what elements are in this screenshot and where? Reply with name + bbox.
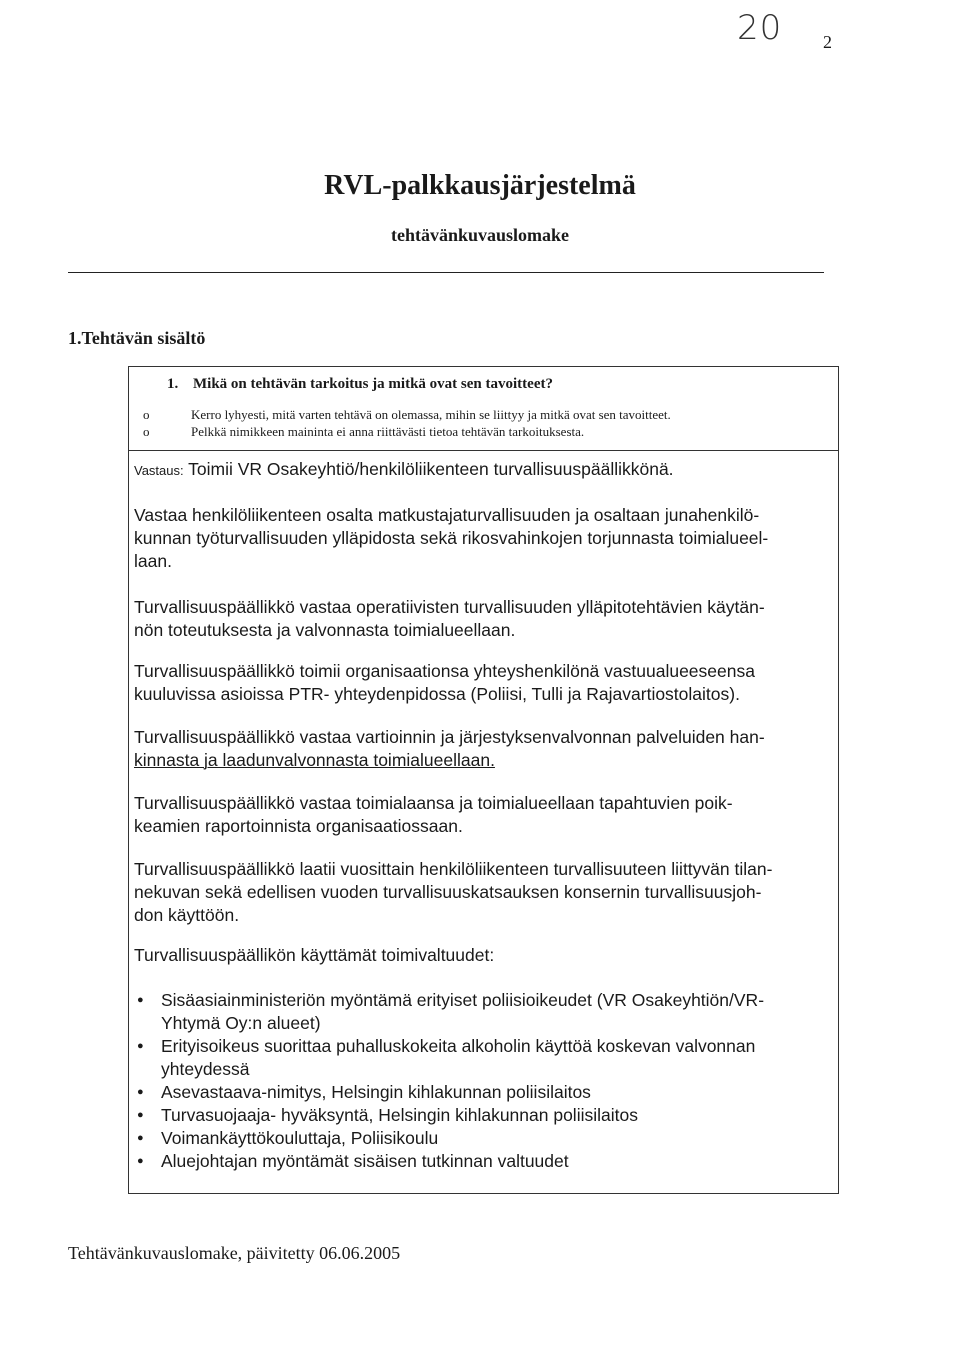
- answer-paragraph: Vastaa henkilöliikenteen osalta matkustajaturvallisuuden ja osaltaan junahenkilö- kunnan työturvallisuuden ylläpidosta sekä rikosvahinkojen torjunnasta toimialueel- laan.: [134, 505, 769, 571]
- bullet-icon: ●: [137, 1109, 144, 1121]
- question-number: 1.: [167, 376, 179, 392]
- bullet-icon: ●: [137, 994, 144, 1006]
- list-item: ● Voimankäyttökouluttaja, Poliisikoulu: [137, 1128, 439, 1148]
- answer-role: Toimii VR Osakeyhtiö/henkilöliikenteen turvallisuuspäällikkönä.: [188, 459, 674, 479]
- question-title: [167, 376, 553, 393]
- hint-marker: o: [143, 407, 150, 422]
- answer-paragraph: Turvallisuuspäällikkö vastaa vartioinnin ja järjestyksenvalvonnan palveluiden han- kinnasta ja laadunvalvonnasta toimialueellaan.: [134, 727, 765, 770]
- page-number: 2: [823, 32, 832, 52]
- answer-paragraph: Turvallisuuspäällikkö vastaa toimialaansa ja toimialueellaan tapahtuvien poik- keamien raportoinnista organisaatiossaan.: [134, 793, 733, 836]
- hint-text: Kerro lyhyesti, mitä varten tehtävä on olemassa, mihin se liittyy ja mitkä ovat sen tavoitteet.: [191, 407, 671, 422]
- bullet-icon: ●: [137, 1155, 144, 1167]
- question-box: [128, 366, 839, 1194]
- answer-first-line: [134, 459, 674, 480]
- hint-marker: o: [143, 424, 150, 439]
- list-item: ● Asevastaava-nimitys, Helsingin kihlakunnan poliisilaitos: [137, 1082, 591, 1102]
- section-heading: 1.Tehtävän sisältö: [68, 328, 206, 348]
- list-item: ● Erityisoikeus suorittaa puhalluskokeita alkoholin käyttöä koskevan valvonnan yhteydessä: [137, 1036, 756, 1079]
- answer-paragraph: Turvallisuuspäällikkö vastaa operatiivisten turvallisuuden ylläpitotehtävien käytän- nön toteutuksesta ja valvonnasta toimialueellaan.: [134, 597, 765, 640]
- authorities-heading: Turvallisuuspäällikön käyttämät toimivaltuudet:: [134, 945, 495, 965]
- footer-text: Tehtävänkuvauslomake, päivitetty 06.06.2005: [68, 1243, 401, 1263]
- hint-item: [143, 424, 584, 440]
- document-subtitle: tehtävänkuvauslomake: [390, 225, 570, 245]
- list-item: ● Sisäasiainministeriön myöntämä erityiset poliisioikeudet (VR Osakeyhtiön/VR- Yhtymä Oy:n alueet): [137, 990, 765, 1033]
- bullet-icon: ●: [137, 1086, 144, 1098]
- answer-paragraph: Turvallisuuspäällikkö toimii organisaationsa yhteyshenkilönä vastuualueeseensa kuuluvissa asioissa PTR- yhteydenpidossa (Poliisi, Tulli ja Rajavartiostolaitos).: [134, 661, 755, 704]
- authorities-list: [134, 989, 824, 1173]
- document-title: RVL-palkkausjärjestelmä: [324, 170, 636, 201]
- answer-label: Vastaus:: [134, 463, 184, 478]
- bullet-icon: ●: [137, 1132, 144, 1144]
- question-answer-divider: [129, 450, 838, 451]
- list-item: ● Turvasuojaaja- hyväksyntä, Helsingin kihlakunnan poliisilaitos: [137, 1105, 638, 1125]
- list-item: ● Aluejohtajan myöntämät sisäisen tutkinnan valtuudet: [137, 1151, 569, 1171]
- bullet-icon: ●: [137, 1040, 144, 1052]
- hint-item: [143, 407, 671, 423]
- hint-text: Pelkkä nimikkeen maininta ei anna riittävästi tietoa tehtävän tarkoituksesta.: [191, 424, 585, 439]
- title-divider: [68, 272, 824, 273]
- question-text: Mikä on tehtävän tarkoitus ja mitkä ovat sen tavoitteet?: [193, 376, 553, 392]
- answer-paragraph: Turvallisuuspäällikkö laatii vuosittain henkilöliikenteen turvallisuuteen liittyvän tilan- nekuvan sekä edellisen vuoden turvallisuuskatsauksen konsernin turvallisuusjoh- don käyttöön.: [134, 859, 773, 925]
- handwritten-page-number: 20: [737, 8, 783, 48]
